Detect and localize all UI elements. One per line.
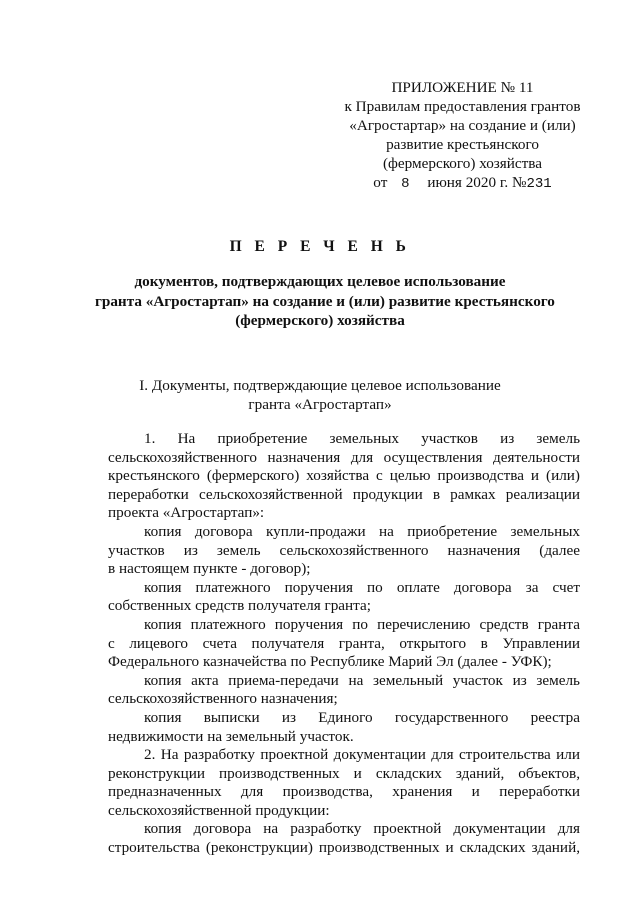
paragraph-line: предназначенных для производства, хранения и переработки [108, 783, 580, 801]
paragraph-line: 1. На приобретение земельных участков из земель [144, 430, 580, 447]
paragraph-line: 2. На разработку проектной документации для строительства или [144, 746, 580, 764]
annex-line-2: «Агростартар» на создание и (или) [349, 117, 576, 134]
paragraph-line: проекта «Агростартап»: [108, 504, 265, 522]
document-body [108, 430, 580, 858]
paragraph-line: Федерального казначейства по Республике Марий Эл (далее - УФК); [108, 653, 552, 671]
paragraph-line: сельскохозяйственного назначения для осуществления деятельности [108, 448, 580, 466]
annex-date-rest: июня 2020 г. № [427, 174, 527, 191]
paragraph-line: сельскохозяйственного назначения; [108, 690, 338, 708]
paragraph-line: участков из земель сельскохозяйственного назначения (далее [108, 541, 580, 559]
paragraph-line: копия платежного поручения по перечислению средств гранта [144, 615, 580, 633]
annex-day: 8 [401, 176, 410, 192]
paragraph-line: недвижимости на земельный участок. [108, 727, 354, 745]
paragraph-line: копия договора на разработку проектной документации для [144, 820, 580, 838]
paragraph-line: копия акта приема-передачи на земельный участок из земель [144, 671, 580, 689]
paragraph-line: копия выписки из Единого государственного реестра [144, 708, 580, 726]
paragraph [108, 523, 580, 579]
paragraph-line: реконструкции производственных и складских зданий, объектов, [108, 764, 580, 782]
subtitle-line: гранта «Агростартап» на создание и (или) развитие крестьянского [95, 292, 555, 310]
subtitle-line: (фермерского) хозяйства [235, 312, 405, 329]
paragraph-line: с лицевого счета получателя гранта, открытого в Управлении [108, 634, 580, 652]
paragraph [108, 672, 580, 709]
annex-line-3: развитие крестьянского [386, 136, 539, 153]
annex-number: 231 [526, 176, 552, 192]
paragraph [108, 579, 580, 616]
annex-title: ПРИЛОЖЕНИЕ № 11 [391, 79, 534, 96]
paragraph-line: в настоящем пункте - договор); [108, 560, 311, 578]
paragraph [108, 709, 580, 746]
paragraph-line: строительства (реконструкции) производственных и складских зданий, [108, 839, 580, 857]
document-subtitle [95, 272, 555, 331]
paragraph-line: сельскохозяйственной продукции: [108, 801, 330, 819]
paragraph-line: собственных средств получателя гранта; [108, 597, 371, 615]
subtitle-line: документов, подтверждающих целевое использование [134, 273, 506, 290]
paragraph [108, 820, 580, 857]
document-title: П Е Р Е Ч Е Н Ь [229, 238, 411, 255]
annex-line-4: (фермерского) хозяйства [383, 155, 542, 172]
paragraph [108, 430, 580, 523]
paragraph [108, 746, 580, 820]
paragraph-line: копия платежного поручения по оплате договора за счет [144, 578, 580, 596]
annex-date-line [330, 173, 595, 194]
paragraph-line: переработки сельскохозяйственной продукции в рамках реализации [108, 485, 580, 503]
paragraph-line: копия договора купли-продажи на приобретение земельных [144, 522, 580, 540]
annex-date-prefix: от [373, 174, 388, 191]
paragraph-line: крестьянского (фермерского) хозяйства с целью производства и (или) [108, 467, 580, 485]
section-heading-line: I. Документы, подтверждающие целевое использование [139, 377, 501, 394]
section-heading [95, 376, 545, 414]
annex-line-1: к Правилам предоставления грантов [344, 98, 581, 115]
section-heading-line: гранта «Агростартап» [248, 396, 392, 413]
paragraph [108, 616, 580, 672]
annex-block [330, 78, 595, 194]
